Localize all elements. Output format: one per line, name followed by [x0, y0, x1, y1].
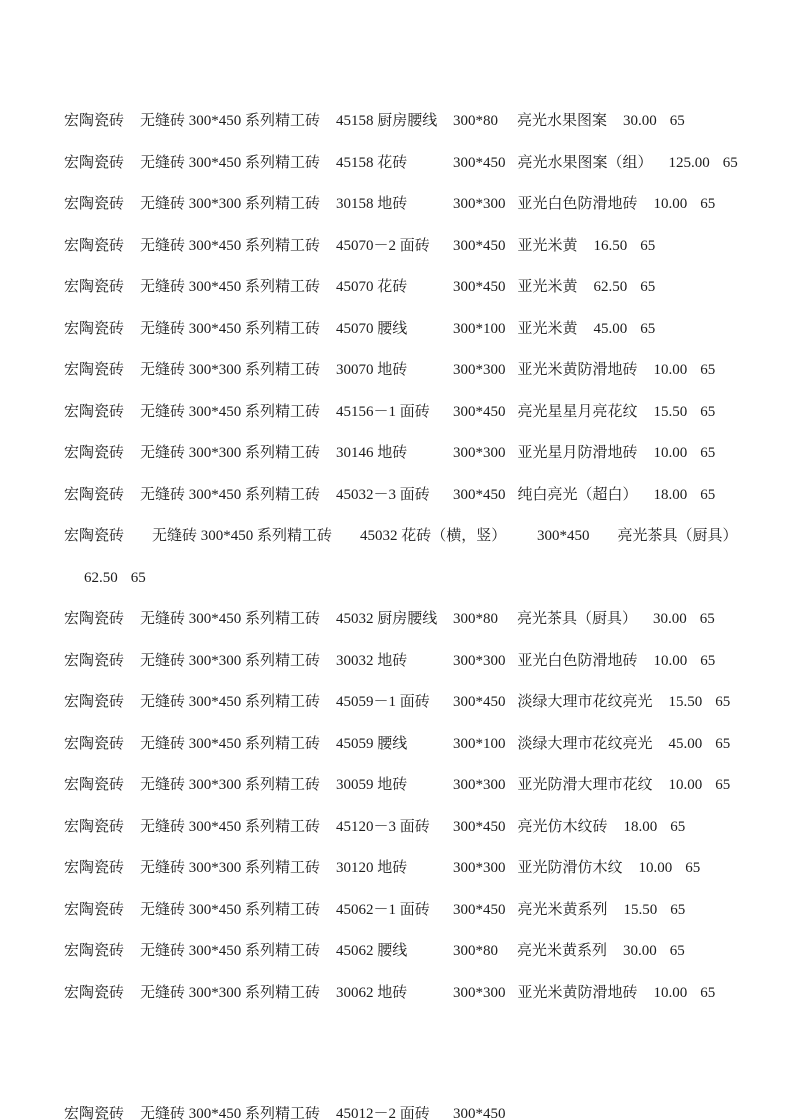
finish-cell: 亮光茶具（厨具） — [617, 528, 738, 544]
size-cell: 300*450 — [453, 279, 506, 295]
item-cell: 45059－1 面砖 — [336, 694, 430, 710]
finish-cell: 亮光星星月亮花纹 — [517, 403, 638, 420]
product-row — [64, 309, 776, 351]
price-cell: 62.50 — [593, 279, 628, 295]
stock-cell: 65 — [700, 984, 716, 1001]
item-cell: 30062 地砖 — [336, 984, 408, 1001]
item-cell: 45032－3 面砖 — [336, 486, 430, 503]
brand-cell: 宏陶瓷砖 — [64, 237, 125, 254]
series-cell: 无缝砖 300*450 系列精工砖 — [140, 611, 321, 627]
price-cell: 10.00 — [653, 362, 688, 378]
price-cell: 30.00 — [623, 943, 657, 959]
continuation-row — [64, 558, 776, 600]
stock-cell: 65 — [669, 113, 685, 129]
series-cell: 无缝砖 300*450 系列精工砖 — [140, 279, 321, 295]
finish-cell: 亚光米黄 — [517, 237, 578, 254]
series-cell: 无缝砖 300*300 系列精工砖 — [140, 984, 321, 1001]
product-row — [64, 143, 776, 185]
stock-cell: 65 — [715, 735, 731, 752]
product-row — [64, 516, 776, 558]
finish-cell: 亚光米黄 — [517, 279, 578, 295]
product-row — [64, 350, 776, 392]
stock-cell: 65 — [700, 445, 716, 461]
product-row — [64, 392, 776, 434]
item-cell: 45070 花砖 — [336, 279, 408, 295]
stock-cell: 65 — [700, 362, 716, 378]
item-cell: 30059 地砖 — [336, 777, 408, 793]
item-cell: 45059 腰线 — [336, 735, 408, 752]
stock-cell: 65 — [715, 694, 731, 710]
brand-cell: 宏陶瓷砖 — [64, 362, 125, 378]
size-cell: 300*450 — [453, 403, 506, 420]
size-cell: 300*450 — [453, 901, 506, 918]
product-row — [64, 890, 776, 932]
finish-cell: 纯白亮光（超白） — [517, 486, 638, 503]
price-list — [64, 101, 776, 1014]
price-cell: 10.00 — [638, 860, 673, 876]
series-cell: 无缝砖 300*300 系列精工砖 — [140, 777, 321, 793]
size-cell: 300*300 — [453, 860, 506, 876]
item-cell: 30146 地砖 — [336, 445, 408, 461]
brand-cell: 宏陶瓷砖 — [64, 694, 125, 710]
brand-cell: 宏陶瓷砖 — [64, 943, 125, 959]
price-cell: 30.00 — [623, 113, 657, 129]
series-cell: 无缝砖 300*300 系列精工砖 — [140, 860, 321, 876]
stock-cell: 65 — [640, 237, 656, 254]
item-cell: 30120 地砖 — [336, 860, 408, 876]
series-cell: 无缝砖 300*450 系列精工砖 — [140, 486, 321, 503]
price-cell: 15.50 — [623, 901, 658, 918]
brand-cell: 宏陶瓷砖 — [64, 652, 125, 669]
brand-cell: 宏陶瓷砖 — [64, 818, 125, 835]
product-row — [64, 641, 776, 683]
price-cell: 10.00 — [653, 445, 688, 461]
finish-cell: 亚光白色防滑地砖 — [517, 196, 638, 212]
size-cell: 300*80 — [453, 611, 499, 627]
product-row — [64, 931, 776, 973]
brand-cell: 宏陶瓷砖 — [64, 860, 125, 876]
price-cell: 125.00 — [668, 154, 710, 171]
brand-cell: 宏陶瓷砖 — [64, 113, 125, 129]
series-cell: 无缝砖 300*450 系列精工砖 — [140, 735, 321, 752]
finish-cell: 亚光米黄防滑地砖 — [517, 362, 638, 378]
price-cell: 45.00 — [668, 735, 703, 752]
price-cell: 18.00 — [653, 486, 688, 503]
series-cell: 无缝砖 300*450 系列精工砖 — [140, 403, 321, 420]
size-cell: 300*300 — [453, 652, 506, 669]
finish-cell: 淡绿大理市花纹亮光 — [517, 735, 653, 752]
item-cell: 45158 花砖 — [336, 154, 408, 171]
finish-cell: 亚光星月防滑地砖 — [517, 445, 638, 461]
brand-cell: 宏陶瓷砖 — [64, 154, 125, 171]
product-row — [64, 848, 776, 890]
stock-cell: 65 — [640, 279, 656, 295]
price-cell: 10.00 — [653, 984, 688, 1001]
series-cell: 无缝砖 300*450 系列精工砖 — [140, 694, 321, 710]
item-cell: 45062 腰线 — [336, 943, 408, 959]
brand-cell: 宏陶瓷砖 — [64, 735, 125, 752]
size-cell: 300*80 — [453, 943, 499, 959]
size-cell: 300*80 — [453, 113, 499, 129]
brand-cell: 宏陶瓷砖 — [64, 320, 125, 337]
brand-cell: 宏陶瓷砖 — [64, 1106, 125, 1120]
series-cell: 无缝砖 300*300 系列精工砖 — [140, 362, 321, 378]
product-row — [64, 101, 776, 143]
brand-cell: 宏陶瓷砖 — [64, 445, 125, 461]
product-row — [64, 267, 776, 309]
finish-cell: 亮光米黄系列 — [517, 943, 608, 959]
stock-cell: 65 — [670, 818, 686, 835]
product-row — [64, 599, 776, 641]
item-cell: 30070 地砖 — [336, 362, 408, 378]
size-cell: 300*300 — [453, 445, 506, 461]
price-cell: 18.00 — [623, 818, 658, 835]
size-cell: 300*300 — [453, 362, 506, 378]
stock-cell: 65 — [700, 652, 716, 669]
stock-cell: 65 — [699, 611, 715, 627]
price-cell: 30.00 — [653, 611, 687, 627]
stock-cell: 65 — [670, 901, 686, 918]
item-cell: 45158 厨房腰线 — [336, 113, 438, 129]
item-cell: 45070－2 面砖 — [336, 237, 430, 254]
price-cell: 62.50 — [84, 569, 118, 586]
product-row — [64, 682, 776, 724]
item-cell: 45070 腰线 — [336, 320, 408, 337]
stock-cell: 65 — [130, 569, 146, 586]
brand-cell: 宏陶瓷砖 — [64, 196, 125, 212]
item-cell: 45062－1 面砖 — [336, 901, 430, 918]
size-cell: 300*300 — [453, 777, 506, 793]
finish-cell: 亚光防滑大理市花纹 — [517, 777, 653, 793]
brand-cell: 宏陶瓷砖 — [64, 611, 125, 627]
price-cell: 10.00 — [653, 652, 688, 669]
series-cell: 无缝砖 300*450 系列精工砖 — [140, 154, 321, 171]
series-cell: 无缝砖 300*450 系列精工砖 — [140, 901, 321, 918]
size-cell: 300*450 — [537, 528, 590, 544]
price-cell: 10.00 — [668, 777, 703, 793]
item-cell: 45032 厨房腰线 — [336, 611, 438, 627]
product-row — [64, 433, 776, 475]
stock-cell: 65 — [700, 403, 716, 420]
finish-cell: 亚光白色防滑地砖 — [517, 652, 638, 669]
stock-cell: 65 — [715, 777, 731, 793]
item-cell: 30032 地砖 — [336, 652, 408, 669]
size-cell: 300*300 — [453, 196, 506, 212]
series-cell: 无缝砖 300*450 系列精工砖 — [140, 320, 321, 337]
product-row — [64, 973, 776, 1015]
finish-cell: 亚光防滑仿木纹 — [517, 860, 623, 876]
item-cell: 30158 地砖 — [336, 196, 408, 212]
series-cell: 无缝砖 300*450 系列精工砖 — [140, 113, 321, 129]
series-cell: 无缝砖 300*450 系列精工砖 — [140, 943, 321, 959]
size-cell: 300*100 — [453, 735, 506, 752]
product-row — [64, 475, 776, 517]
brand-cell: 宏陶瓷砖 — [64, 984, 125, 1001]
product-row — [64, 724, 776, 766]
size-cell: 300*450 — [453, 1106, 506, 1120]
product-row — [64, 765, 776, 807]
size-cell: 300*450 — [453, 154, 506, 171]
series-cell: 无缝砖 300*450 系列精工砖 — [140, 1106, 321, 1120]
product-row — [64, 807, 776, 849]
brand-cell: 宏陶瓷砖 — [64, 901, 125, 918]
size-cell: 300*450 — [453, 486, 506, 503]
size-cell: 300*450 — [453, 237, 506, 254]
item-cell: 45032 花砖（横，竖） — [360, 528, 507, 544]
brand-cell: 宏陶瓷砖 — [64, 528, 125, 544]
series-cell: 无缝砖 300*300 系列精工砖 — [140, 196, 321, 212]
finish-cell: 亚光米黄 — [517, 320, 578, 337]
brand-cell: 宏陶瓷砖 — [64, 279, 125, 295]
stock-cell: 65 — [722, 154, 738, 171]
stock-cell: 65 — [685, 860, 701, 876]
finish-cell: 亮光茶具（厨具） — [517, 611, 638, 627]
product-row — [64, 226, 776, 268]
price-cell: 10.00 — [653, 196, 688, 212]
size-cell: 300*450 — [453, 694, 506, 710]
stock-cell: 65 — [669, 943, 685, 959]
size-cell: 300*300 — [453, 984, 506, 1001]
item-cell: 45120－3 面砖 — [336, 818, 430, 835]
size-cell: 300*100 — [453, 320, 506, 337]
stock-cell: 65 — [700, 196, 716, 212]
price-cell: 45.00 — [593, 320, 628, 337]
finish-cell: 亮光仿木纹砖 — [517, 818, 608, 835]
finish-cell: 淡绿大理市花纹亮光 — [517, 694, 653, 710]
stock-cell: 65 — [700, 486, 716, 503]
price-cell: 16.50 — [593, 237, 628, 254]
item-cell: 45012－2 面砖 — [336, 1106, 430, 1120]
finish-cell: 亮光米黄系列 — [517, 901, 608, 918]
partial-row — [64, 1106, 518, 1120]
brand-cell: 宏陶瓷砖 — [64, 777, 125, 793]
price-cell: 15.50 — [668, 694, 703, 710]
series-cell: 无缝砖 300*450 系列精工砖 — [152, 528, 333, 544]
series-cell: 无缝砖 300*450 系列精工砖 — [140, 237, 321, 254]
stock-cell: 65 — [640, 320, 656, 337]
brand-cell: 宏陶瓷砖 — [64, 403, 125, 420]
product-row — [64, 184, 776, 226]
finish-cell: 亮光水果图案 — [517, 113, 608, 129]
series-cell: 无缝砖 300*300 系列精工砖 — [140, 445, 321, 461]
size-cell: 300*450 — [453, 818, 506, 835]
item-cell: 45156－1 面砖 — [336, 403, 430, 420]
finish-cell: 亚光米黄防滑地砖 — [517, 984, 638, 1001]
brand-cell: 宏陶瓷砖 — [64, 486, 125, 503]
series-cell: 无缝砖 300*300 系列精工砖 — [140, 652, 321, 669]
price-cell: 15.50 — [653, 403, 688, 420]
series-cell: 无缝砖 300*450 系列精工砖 — [140, 818, 321, 835]
finish-cell: 亮光水果图案（组） — [517, 154, 653, 171]
